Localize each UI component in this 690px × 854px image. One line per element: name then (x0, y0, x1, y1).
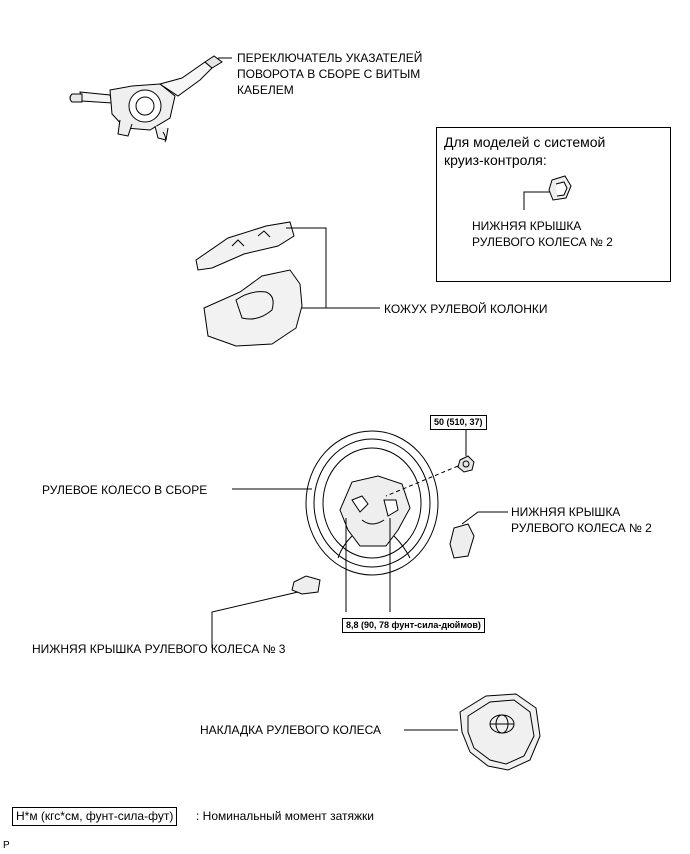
cruise-box-title-line2: круиз-контроля: (444, 152, 547, 168)
torque-nut-label: 50 (510, 37) (430, 415, 487, 430)
cover3-label: НИЖНЯЯ КРЫШКА РУЛЕВОГО КОЛЕСА № 3 (32, 642, 286, 656)
cruise-box-title-line1: Для моделей с системой (444, 134, 606, 150)
turn-switch-label-line1: ПЕРЕКЛЮЧАТЕЛЬ УКАЗАТЕЛЕЙ (237, 51, 423, 65)
turn-switch-label-line3: КАБЕЛЕМ (237, 83, 294, 97)
cover2-right-label-line2: РУЛЕВОГО КОЛЕСА № 2 (511, 521, 652, 535)
cover-no2-right-drawing (450, 524, 474, 558)
turn-signal-switch-drawing (70, 56, 222, 142)
pad-label: НАКЛАДКА РУЛЕВОГО КОЛЕСА (200, 723, 382, 737)
leader-cover2-right (462, 512, 508, 524)
steering-wheel-drawing (310, 435, 434, 571)
legend-torque-box: Н*м (кгс*см, фунт-сила-фут) (12, 807, 177, 826)
torque-screw-label: 8,8 (90, 78 фунт-сила-дюймов) (342, 618, 485, 633)
nut-drawing (458, 456, 474, 472)
leader-cover3 (212, 592, 298, 648)
cover2-right-label-line1: НИЖНЯЯ КРЫШКА (511, 505, 621, 519)
steering-pad-drawing (460, 694, 540, 770)
cruise-box-cover2-line1: НИЖНЯЯ КРЫШКА (472, 219, 582, 233)
turn-switch-label-line2: ПОВОРОТА В СБОРЕ С ВИТЫМ (237, 67, 421, 81)
wheel-assembly-label: РУЛЕВОЕ КОЛЕСО В СБОРЕ (42, 483, 208, 497)
cover-no3-drawing (292, 576, 320, 594)
column-cover-label: КОЖУХ РУЛЕВОЙ КОЛОНКИ (384, 302, 548, 316)
cruise-box-cover2-line2: РУЛЕВОГО КОЛЕСА № 2 (472, 235, 613, 249)
column-cover-drawing (196, 222, 302, 346)
corner-mark: P (3, 840, 10, 851)
legend-description: : Номинальный момент затяжки (196, 809, 374, 823)
